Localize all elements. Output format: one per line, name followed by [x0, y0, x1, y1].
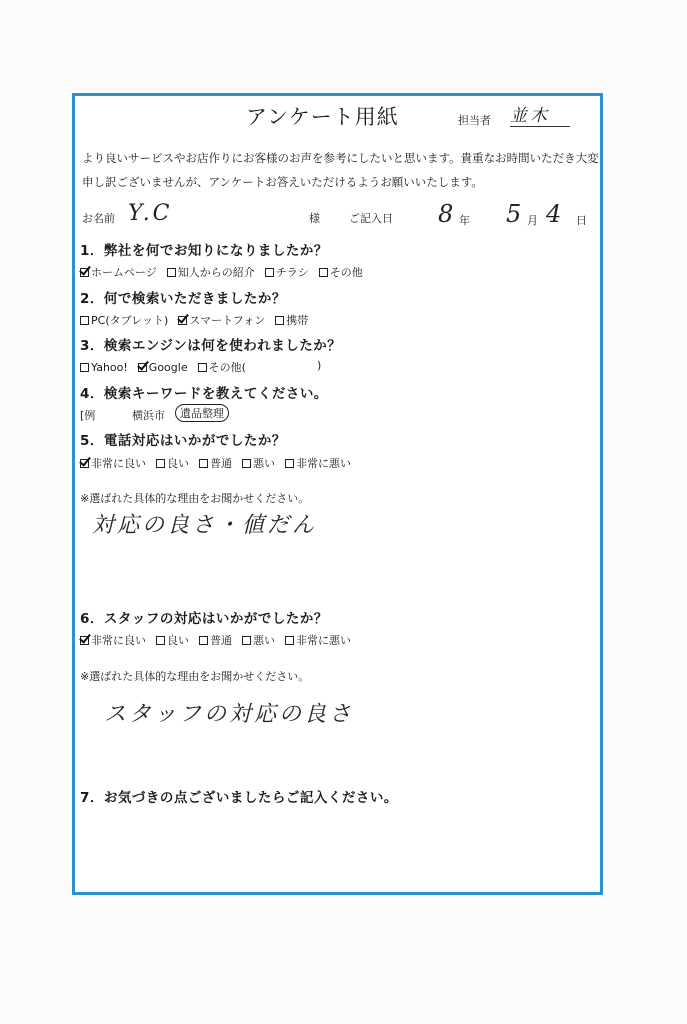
- checkbox[interactable]: [285, 636, 294, 645]
- option-label: 良い: [167, 457, 189, 470]
- q3-options: [80, 359, 246, 375]
- checkbox[interactable]: [242, 459, 251, 468]
- checkbox[interactable]: [138, 363, 147, 372]
- q6-reason-prompt: ※選ばれた具体的な理由をお聞かせください。: [80, 670, 310, 683]
- checkbox[interactable]: [80, 459, 89, 468]
- q5-option[interactable]: [285, 455, 351, 471]
- staff-label: 担当者: [458, 114, 491, 127]
- option-label: 非常に良い: [91, 634, 146, 647]
- q6-reason-answer[interactable]: スタッフの対応の良さ: [104, 702, 355, 727]
- month-field[interactable]: 5: [506, 200, 522, 228]
- intro-line-1: より良いサービスやお店作りにお客様のお声を参考にしたいと思います。貴重なお時間いただき大変: [82, 151, 599, 165]
- q2-option[interactable]: [275, 312, 308, 328]
- q6-options: [80, 632, 351, 648]
- checkbox[interactable]: [199, 459, 208, 468]
- checkbox[interactable]: [319, 268, 328, 277]
- date-label: ご記入日: [349, 212, 393, 225]
- checkbox[interactable]: [199, 636, 208, 645]
- q1-option[interactable]: [265, 264, 309, 280]
- checkbox[interactable]: [156, 636, 165, 645]
- option-label: その他(: [208, 361, 246, 374]
- q1-option[interactable]: [167, 264, 255, 280]
- checkbox[interactable]: [80, 316, 89, 325]
- option-label: Google: [148, 360, 188, 374]
- year-field[interactable]: 8: [438, 200, 454, 228]
- q5-option[interactable]: [80, 455, 146, 471]
- name-field[interactable]: Y.C: [128, 201, 173, 226]
- q1-option[interactable]: [319, 264, 363, 280]
- staff-signature: 並木: [510, 101, 570, 127]
- q2-option[interactable]: [80, 312, 168, 328]
- q1-options: [80, 264, 363, 280]
- checkbox[interactable]: [167, 268, 176, 277]
- q3-option[interactable]: [80, 361, 128, 374]
- checkbox[interactable]: [265, 268, 274, 277]
- option-label: チラシ: [275, 266, 309, 279]
- option-label: ホームページ: [91, 266, 157, 279]
- option-label: 悪い: [253, 634, 275, 647]
- q5-option[interactable]: [156, 455, 189, 471]
- checkbox[interactable]: [80, 268, 89, 277]
- q1-text: 1．弊社を何でお知りになりましたか？: [80, 243, 328, 259]
- option-label: 非常に良い: [91, 457, 146, 470]
- q3-text: 3．検索エンジンは何を使われましたか？: [80, 338, 342, 354]
- q4-example-word1: 横浜市: [132, 409, 165, 422]
- q1-option[interactable]: [80, 264, 157, 280]
- option-label: 非常に悪い: [296, 457, 351, 470]
- option-label: Yahoo!: [91, 360, 128, 374]
- q5-text: 5．電話対応はいかがでしたか？: [80, 433, 286, 449]
- day-label: 日: [576, 214, 587, 227]
- checkbox[interactable]: [275, 316, 284, 325]
- month-label: 月: [527, 214, 538, 227]
- q3-option[interactable]: [138, 361, 188, 374]
- intro-line-2: 申し訳ございませんが、アンケートお答えいただけるようお願いいたします。: [82, 175, 483, 189]
- q6-option[interactable]: [80, 632, 146, 648]
- q5-reason-answer[interactable]: 対応の良さ・値だん: [92, 513, 318, 538]
- option-label: 良い: [167, 634, 189, 647]
- option-label: 携帯: [286, 314, 309, 327]
- year-label: 年: [459, 214, 470, 227]
- q3-close-paren: ): [317, 359, 322, 372]
- day-field[interactable]: 4: [546, 200, 562, 228]
- checkbox[interactable]: [285, 459, 294, 468]
- option-label: PC(タブレット): [91, 314, 169, 327]
- q5-option[interactable]: [199, 455, 232, 471]
- option-label: 普通: [210, 634, 232, 647]
- q6-option[interactable]: [242, 632, 275, 648]
- option-label: 非常に悪い: [296, 634, 351, 647]
- q6-option[interactable]: [285, 632, 351, 648]
- q3-option[interactable]: [198, 359, 246, 375]
- q2-options: [80, 312, 308, 328]
- option-label: その他: [329, 266, 363, 279]
- checkbox[interactable]: [198, 363, 207, 372]
- form-title: アンケート用紙: [246, 105, 399, 129]
- q6-text: 6．スタッフの対応はいかがでしたか？: [80, 611, 328, 627]
- option-label: 悪い: [253, 457, 275, 470]
- q6-option[interactable]: [156, 632, 189, 648]
- q4-example-bracket: [例: [80, 409, 96, 422]
- q5-options: [80, 455, 351, 471]
- sama-label: 様: [309, 212, 320, 225]
- q5-reason-prompt: ※選ばれた具体的な理由をお聞かせください。: [80, 492, 310, 505]
- q4-example-word2: 遺品整理: [175, 404, 229, 422]
- option-label: 普通: [210, 457, 232, 470]
- q2-text: 2．何で検索いただきましたか？: [80, 291, 286, 307]
- checkbox[interactable]: [80, 363, 89, 372]
- q4-text: 4．検索キーワードを教えてください。: [80, 386, 328, 402]
- checkbox[interactable]: [178, 316, 187, 325]
- option-label: スマートフォン: [189, 314, 266, 327]
- q6-option[interactable]: [199, 632, 232, 648]
- checkbox[interactable]: [242, 636, 251, 645]
- q7-text: 7．お気づきの点ございましたらご記入ください。: [80, 790, 398, 806]
- checkbox[interactable]: [156, 459, 165, 468]
- q5-option[interactable]: [242, 455, 275, 471]
- checkbox[interactable]: [80, 636, 89, 645]
- option-label: 知人からの紹介: [177, 266, 255, 279]
- q2-option[interactable]: [178, 312, 265, 328]
- name-label: お名前: [82, 212, 115, 225]
